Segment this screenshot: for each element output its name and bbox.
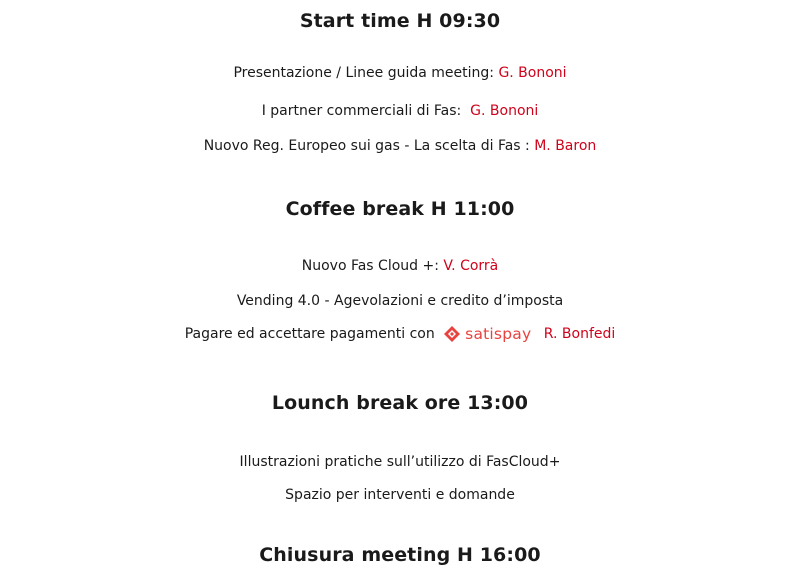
agenda-item-vending xyxy=(0,293,800,309)
agenda-item-text: Pagare ed accettare pagamenti con xyxy=(184,326,435,342)
coffee-break-heading: Coffee break H 11:00 xyxy=(285,198,515,220)
lunch-break-heading: Lounch break ore 13:00 xyxy=(271,392,529,414)
agenda-item-domande xyxy=(0,487,800,503)
agenda-item-text: Presentazione / Linee guida meeting: xyxy=(233,65,499,81)
agenda-item-text: Vending 4.0 - Agevolazioni e credito d’imposta xyxy=(236,293,564,309)
closing-heading: Chiusura meeting H 16:00 xyxy=(259,544,541,566)
agenda-item-regolamento-gas xyxy=(0,138,800,154)
satispay-logo-icon xyxy=(443,325,461,343)
satispay-logo-text: satispay xyxy=(465,325,532,343)
agenda-item-text: Nuovo Fas Cloud +: xyxy=(301,258,444,274)
agenda-item-text: Spazio per interventi e domande xyxy=(285,487,515,503)
agenda-item-text: Illustrazioni pratiche sull’utilizzo di FasCloud+ xyxy=(239,454,561,470)
agenda-item-text: Nuovo Reg. Europeo sui gas - La scelta di Fas : xyxy=(203,138,535,154)
agenda-item-pagamenti xyxy=(0,325,800,343)
speaker-name: G. Bononi xyxy=(498,65,567,81)
agenda-item-text: I partner commerciali di Fas: xyxy=(261,103,471,119)
agenda-item-presentazione xyxy=(0,65,800,81)
speaker-name: V. Corrà xyxy=(443,258,499,274)
start-time-heading: Start time H 09:30 xyxy=(299,10,501,32)
speaker-name: R. Bonfedi xyxy=(543,326,616,342)
satispay-logo xyxy=(443,325,531,343)
speaker-name: G. Bononi xyxy=(470,103,539,119)
agenda-item-illustrazioni xyxy=(0,454,800,470)
agenda-item-fas-cloud xyxy=(0,258,800,274)
agenda-item-partner xyxy=(0,103,800,119)
speaker-name: M. Baron xyxy=(534,138,597,154)
